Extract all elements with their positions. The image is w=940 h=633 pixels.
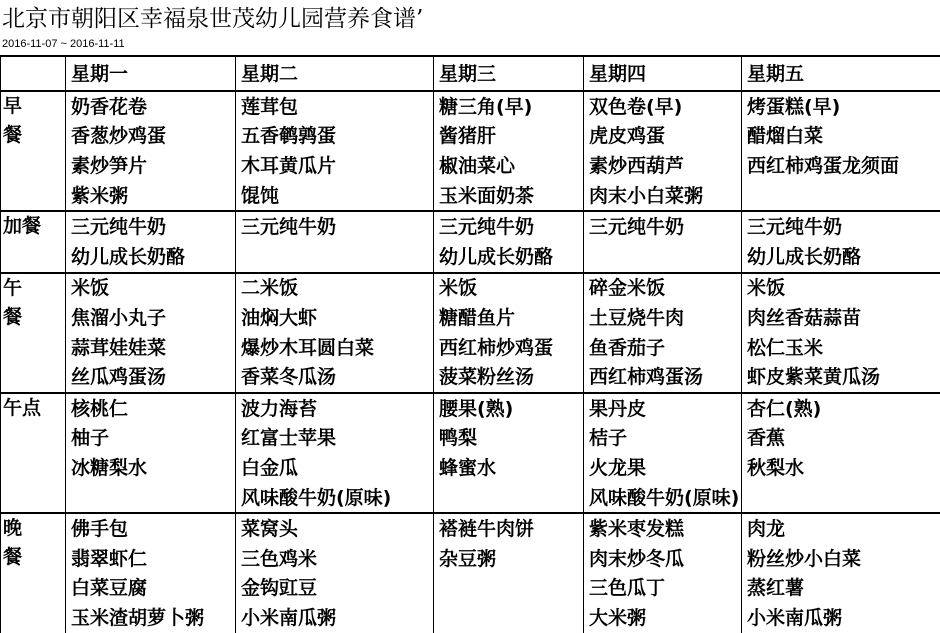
dish-cell: 三色瓜丁 <box>584 574 742 604</box>
dish-cell: 佛手包 <box>66 513 236 544</box>
dish-cell: 虾皮紫菜黄瓜汤 <box>742 362 940 393</box>
dish-cell: 西红柿鸡蛋龙须面 <box>742 151 940 181</box>
dish-cell: 香菜冬瓜汤 <box>236 362 434 393</box>
dish-cell: 鱼香茄子 <box>584 333 742 363</box>
dish-cell: 菜窝头 <box>236 513 434 544</box>
meal-row <box>1 181 940 212</box>
dish-cell: 白金瓜 <box>236 453 434 483</box>
dish-cell: 波力海苔 <box>236 393 434 424</box>
day-header: 星期四 <box>584 56 742 91</box>
meal-row <box>1 603 940 633</box>
dish-cell: 玉米渣胡萝卜粥 <box>66 603 236 633</box>
day-header: 星期一 <box>66 56 236 91</box>
dish-cell: 西红柿炒鸡蛋 <box>434 333 584 363</box>
dish-cell: 肉丝香菇蒜苗 <box>742 303 940 333</box>
dish-cell: 爆炒木耳圆白菜 <box>236 333 434 363</box>
dish-cell <box>434 574 584 604</box>
meal-row <box>1 544 940 574</box>
dish-cell: 风味酸牛奶(原味) <box>584 483 742 514</box>
dish-cell: 冰糖梨水 <box>66 453 236 483</box>
meal-label <box>1 513 66 632</box>
dish-cell: 幼儿成长奶酪 <box>742 242 940 273</box>
dish-cell: 三元纯牛奶 <box>584 211 742 242</box>
dish-cell: 鸭梨 <box>434 424 584 454</box>
dish-cell: 腰果(熟) <box>434 393 584 424</box>
dish-cell: 核桃仁 <box>66 393 236 424</box>
meal-row <box>1 574 940 604</box>
dish-cell: 三色鸡米 <box>236 544 434 574</box>
dish-cell: 紫米粥 <box>66 181 236 212</box>
dish-cell: 三元纯牛奶 <box>742 211 940 242</box>
dish-cell: 肉末小白菜粥 <box>584 181 742 212</box>
dish-cell: 松仁玉米 <box>742 333 940 363</box>
dish-cell: 醋熘白菜 <box>742 122 940 152</box>
dish-cell <box>236 242 434 273</box>
meal-label-text: 早餐 <box>3 92 23 150</box>
dish-cell: 香蕉 <box>742 424 940 454</box>
dish-cell: 褡裢牛肉饼 <box>434 513 584 544</box>
meal-label <box>1 211 66 272</box>
dish-cell <box>434 603 584 633</box>
dish-cell <box>584 242 742 273</box>
dish-cell: 幼儿成长奶酪 <box>66 242 236 273</box>
dish-cell: 二米饭 <box>236 273 434 304</box>
dish-cell: 椒油菜心 <box>434 151 584 181</box>
dish-cell: 三元纯牛奶 <box>434 211 584 242</box>
dish-cell: 碎金米饭 <box>584 273 742 304</box>
dish-cell: 酱猪肝 <box>434 122 584 152</box>
dish-cell: 焦溜小丸子 <box>66 303 236 333</box>
dish-cell: 虎皮鸡蛋 <box>584 122 742 152</box>
meal-row <box>1 483 940 514</box>
meal-label <box>1 273 66 393</box>
dish-cell: 粉丝炒小白菜 <box>742 544 940 574</box>
meal-row <box>1 513 940 544</box>
dish-cell: 糖醋鱼片 <box>434 303 584 333</box>
meal-row <box>1 273 940 304</box>
meal-row <box>1 122 940 152</box>
dish-cell: 火龙果 <box>584 453 742 483</box>
meal-row <box>1 424 940 454</box>
header-row <box>1 56 940 91</box>
meal-label <box>1 393 66 513</box>
dish-cell: 杂豆粥 <box>434 544 584 574</box>
dish-cell: 西红柿鸡蛋汤 <box>584 362 742 393</box>
meal-label-text: 午餐 <box>3 274 23 332</box>
dish-cell: 杏仁(熟) <box>742 393 940 424</box>
meal-row <box>1 333 940 363</box>
dish-cell <box>66 483 236 514</box>
dish-cell: 烤蛋糕(早) <box>742 91 940 122</box>
day-header: 星期二 <box>236 56 434 91</box>
dish-cell: 丝瓜鸡蛋汤 <box>66 362 236 393</box>
dish-cell <box>434 483 584 514</box>
dish-cell: 幼儿成长奶酪 <box>434 242 584 273</box>
dish-cell: 五香鹌鹑蛋 <box>236 122 434 152</box>
dish-cell: 米饭 <box>66 273 236 304</box>
meal-row <box>1 393 940 424</box>
dish-cell: 三元纯牛奶 <box>236 211 434 242</box>
dish-cell: 蜂蜜水 <box>434 453 584 483</box>
meal-label-text: 加餐 <box>3 212 65 241</box>
dish-cell: 风味酸牛奶(原味) <box>236 483 434 514</box>
dish-cell: 双色卷(早) <box>584 91 742 122</box>
dish-cell: 馄饨 <box>236 181 434 212</box>
menu-table <box>0 55 940 633</box>
meal-row <box>1 303 940 333</box>
dish-cell: 白菜豆腐 <box>66 574 236 604</box>
dish-cell: 油焖大虾 <box>236 303 434 333</box>
dish-cell: 肉末炒冬瓜 <box>584 544 742 574</box>
dish-cell: 桔子 <box>584 424 742 454</box>
meal-row <box>1 151 940 181</box>
dish-cell: 木耳黄瓜片 <box>236 151 434 181</box>
dish-cell: 玉米面奶茶 <box>434 181 584 212</box>
meal-label <box>1 91 66 211</box>
meal-row <box>1 91 940 122</box>
dish-cell <box>742 483 940 514</box>
menu-table-body <box>1 56 940 633</box>
day-header: 星期三 <box>434 56 584 91</box>
dish-cell: 翡翠虾仁 <box>66 544 236 574</box>
dish-cell: 柚子 <box>66 424 236 454</box>
header-corner-cell <box>1 56 66 91</box>
dish-cell <box>742 181 940 212</box>
meal-row <box>1 362 940 393</box>
page-title: 北京市朝阳区幸福泉世茂幼儿园营养食谱’ <box>2 2 423 36</box>
date-range: 2016-11-07 ~ 2016-11-11 <box>2 37 125 51</box>
meal-row <box>1 453 940 483</box>
dish-cell: 奶香花卷 <box>66 91 236 122</box>
meal-row <box>1 242 940 273</box>
meal-row <box>1 211 940 242</box>
dish-cell: 素炒西葫芦 <box>584 151 742 181</box>
dish-cell: 小米南瓜粥 <box>236 603 434 633</box>
dish-cell: 金钩豇豆 <box>236 574 434 604</box>
dish-cell: 素炒笋片 <box>66 151 236 181</box>
meal-label-text: 午点 <box>3 394 65 423</box>
dish-cell: 大米粥 <box>584 603 742 633</box>
dish-cell: 蒸红薯 <box>742 574 940 604</box>
dish-cell: 莲茸包 <box>236 91 434 122</box>
dish-cell: 肉龙 <box>742 513 940 544</box>
dish-cell: 土豆烧牛肉 <box>584 303 742 333</box>
dish-cell: 菠菜粉丝汤 <box>434 362 584 393</box>
dish-cell: 果丹皮 <box>584 393 742 424</box>
dish-cell: 秋梨水 <box>742 453 940 483</box>
dish-cell: 米饭 <box>434 273 584 304</box>
dish-cell: 香葱炒鸡蛋 <box>66 122 236 152</box>
dish-cell: 蒜茸娃娃菜 <box>66 333 236 363</box>
dish-cell: 糖三角(早) <box>434 91 584 122</box>
dish-cell: 小米南瓜粥 <box>742 603 940 633</box>
dish-cell: 紫米枣发糕 <box>584 513 742 544</box>
day-header: 星期五 <box>742 56 940 91</box>
meal-label-text: 晚餐 <box>3 514 23 572</box>
dish-cell: 三元纯牛奶 <box>66 211 236 242</box>
dish-cell: 红富士苹果 <box>236 424 434 454</box>
dish-cell: 米饭 <box>742 273 940 304</box>
